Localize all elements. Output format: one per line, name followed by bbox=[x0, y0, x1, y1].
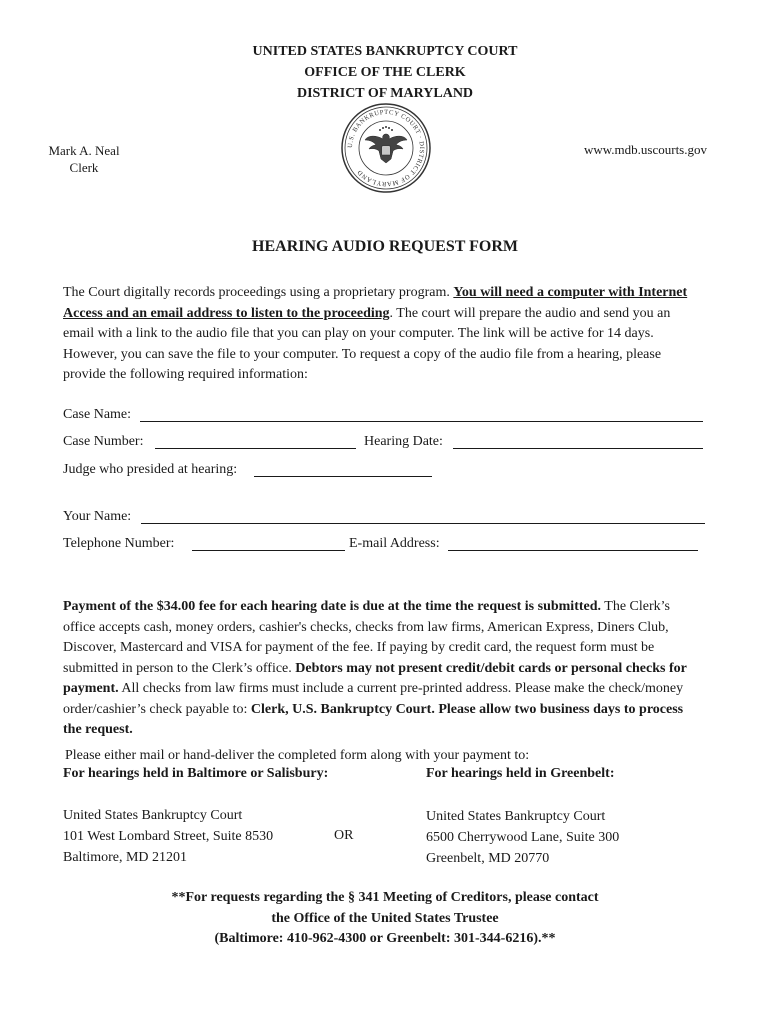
your-name-field[interactable] bbox=[141, 523, 705, 524]
email-field[interactable] bbox=[448, 550, 698, 551]
clerk-block bbox=[44, 142, 124, 176]
intro-paragraph bbox=[63, 283, 703, 386]
court-website: www.mdb.uscourts.gov bbox=[583, 142, 707, 157]
payment-methods: The Clerk’s office accepts cash, money orders, cashier's checks, checks from law firms, American Express, Diners Club, Discover, Mastercard and VISA for payment of the fee. If paying by credit card, the request form must be submitted in person to the Clerk’s office. bbox=[63, 599, 670, 676]
court-seal-icon bbox=[340, 102, 432, 194]
judge-field[interactable] bbox=[254, 476, 432, 477]
baltimore-heading: For hearings held in Baltimore or Salisbury: bbox=[63, 766, 329, 781]
hearing-date-label: Hearing Date: bbox=[364, 434, 443, 449]
email-label: E-mail Address: bbox=[349, 536, 440, 551]
debtor-restriction: Debtors may not present credit/debit cards or personal checks for payment. bbox=[63, 660, 687, 696]
greenbelt-address-line-1: United States Bankruptcy Court bbox=[426, 809, 606, 824]
intro-text-2: . The court will prepare the audio and send you an email with a link to the audio file that you can play on your computer. The link will be active for 14 days. However, you can save the file to your computer. To request a copy of the audio file from a hearing, please provide the following required information: bbox=[63, 305, 671, 382]
clerk-name: Mark A. Neal bbox=[48, 143, 120, 158]
district-name: DISTRICT OF MARYLAND bbox=[296, 86, 474, 101]
seal-ring-text: U.S. BANKRUPTCY COURT · DISTRICT OF MARYLAND bbox=[346, 108, 426, 188]
intro-requirement: You will need a computer with Internet Access and an email address to listen to the proceeding bbox=[63, 285, 688, 321]
case-name-label: Case Name: bbox=[63, 407, 132, 422]
baltimore-address-line-1: United States Bankruptcy Court bbox=[63, 808, 243, 823]
mail-instruction: Please either mail or hand-deliver the completed form along with your payment to: bbox=[65, 748, 530, 763]
check-instructions: All checks from law firms must include a current pre-printed address. Please make the check/money order/cashier’s check payable to: bbox=[63, 681, 684, 717]
case-number-label: Case Number: bbox=[63, 434, 144, 449]
trustee-notice-line-1: **For requests regarding the § 341 Meeting of Creditors, please contact bbox=[171, 890, 599, 905]
baltimore-address-line-3: Baltimore, MD 21201 bbox=[63, 850, 188, 865]
greenbelt-address-line-3: Greenbelt, MD 20770 bbox=[426, 851, 550, 866]
your-name-label: Your Name: bbox=[63, 509, 132, 524]
payment-paragraph bbox=[63, 597, 703, 741]
trustee-notice-line-3: (Baltimore: 410-962-4300 or Greenbelt: 301-344-6216).** bbox=[214, 931, 556, 946]
court-name: UNITED STATES BANKRUPTCY COURT bbox=[252, 44, 518, 59]
payee-and-processing: Clerk, U.S. Bankruptcy Court. Please allow two business days to process the request. bbox=[63, 701, 684, 737]
greenbelt-heading: For hearings held in Greenbelt: bbox=[426, 766, 615, 781]
case-name-field[interactable] bbox=[140, 421, 703, 422]
hearing-date-field[interactable] bbox=[453, 448, 703, 449]
greenbelt-address bbox=[426, 806, 619, 869]
greenbelt-address-line-2: 6500 Cherrywood Lane, Suite 300 bbox=[426, 830, 620, 845]
case-number-field[interactable] bbox=[155, 448, 356, 449]
payment-due-notice: Payment of the $34.00 fee for each hearing date is due at the time the request is submitted. bbox=[63, 599, 602, 614]
judge-label: Judge who presided at hearing: bbox=[63, 462, 238, 477]
office-name: OFFICE OF THE CLERK bbox=[304, 65, 466, 80]
clerk-title: Clerk bbox=[69, 160, 99, 175]
intro-text-1: The Court digitally records proceedings using a proprietary program. bbox=[63, 285, 454, 300]
or-separator: OR bbox=[334, 828, 354, 843]
trustee-notice bbox=[0, 888, 770, 950]
telephone-label: Telephone Number: bbox=[63, 536, 175, 551]
baltimore-address-line-2: 101 West Lombard Street, Suite 8530 bbox=[63, 829, 274, 844]
trustee-notice-line-2: the Office of the United States Trustee bbox=[271, 910, 499, 926]
form-title: HEARING AUDIO REQUEST FORM bbox=[252, 238, 518, 255]
baltimore-address bbox=[63, 805, 273, 868]
telephone-field[interactable] bbox=[192, 550, 345, 551]
